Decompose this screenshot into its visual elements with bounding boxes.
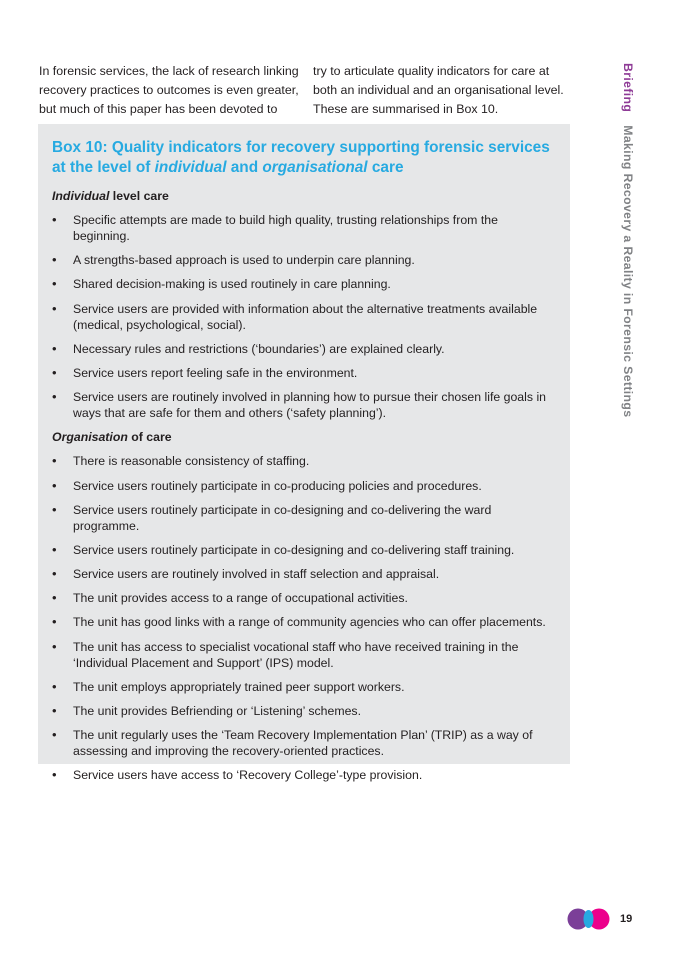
list-item: • Service users routinely participate in co-producing policies and procedures.: [52, 478, 558, 494]
organisation-heading-em: Organisation: [52, 430, 128, 445]
list-item: • The unit regularly uses the ‘Team Recovery Implementation Plan’ (TRIP) as a way of assessing and improving the recovery-oriented practices.: [52, 727, 558, 759]
list-item: • The unit has access to specialist vocational staff who have received training in the ‘Individual Placement and Support’ (IPS) model.: [52, 639, 558, 671]
list-item: • The unit employs appropriately trained peer support workers.: [52, 679, 558, 695]
list-item: • The unit has good links with a range of community agencies who can offer placements.: [52, 614, 558, 630]
list-item: • Service users routinely participate in co-designing and co-delivering staff training.: [52, 542, 558, 558]
organisation-heading: [52, 429, 558, 445]
list-item: • Service users are routinely involved in planning how to pursue their chosen life goals in ways that are safe for them and others (‘safety planning’).: [52, 389, 558, 421]
organisation-list: [52, 453, 558, 783]
individual-heading-rest: level care: [109, 189, 169, 203]
brand-logo-icon: [567, 908, 611, 930]
box-title-care: care: [367, 159, 404, 176]
sidebar-text: [620, 63, 636, 417]
list-item: • Service users have access to ‘Recovery College’-type provision.: [52, 767, 558, 783]
individual-list: [52, 212, 558, 421]
box-10-panel: [38, 124, 570, 783]
list-item: • The unit provides access to a range of occupational activities.: [52, 590, 558, 606]
list-item: • Service users are provided with information about the alternative treatments available (medical, psychological, social).: [52, 301, 558, 333]
list-item: • The unit provides Befriending or ‘Listening’ schemes.: [52, 703, 558, 719]
box-title: [52, 138, 558, 178]
intro-text: [39, 62, 569, 119]
logo-overlap: [584, 910, 594, 928]
list-item: • Service users routinely participate in co-designing and co-delivering the ward programme.: [52, 502, 558, 534]
page-number: 19: [620, 913, 633, 925]
box-title-individual: individual: [154, 159, 227, 176]
sidebar-title: Making Recovery a Reality in Forensic Settings: [621, 125, 635, 418]
individual-heading-em: Individual: [52, 189, 110, 203]
list-item: • Shared decision-making is used routinely in care planning.: [52, 276, 558, 292]
list-item: • A strengths-based approach is used to underpin care planning.: [52, 252, 558, 268]
organisation-heading-rest: of care: [127, 430, 172, 445]
list-item: • Service users report feeling safe in the environment.: [52, 365, 558, 381]
sidebar-running-head: [620, 63, 636, 443]
box-title-text: Box 10: Quality indicators for recovery supporting forensic services at the level of: [52, 139, 550, 176]
intro-column-2: try to articulate quality indicators for care at both an individual and an organisational level. These are summarised in Box 10.: [313, 64, 564, 116]
box-title-and: and: [226, 159, 263, 176]
sidebar-label: Briefing: [621, 63, 635, 113]
list-item: • Service users are routinely involved in staff selection and appraisal.: [52, 566, 558, 582]
box-title-organisational: organisational: [262, 159, 368, 176]
intro-column-1: In forensic services, the lack of research linking recovery practices to outcomes is even greater, but much of this paper has been devoted to: [39, 64, 299, 116]
list-item: • Necessary rules and restrictions (‘boundaries’) are explained clearly.: [52, 341, 558, 357]
list-item: • Specific attempts are made to build high quality, trusting relationships from the beginning.: [52, 212, 558, 244]
list-item: • There is reasonable consistency of staffing.: [52, 453, 558, 469]
individual-heading: [52, 188, 558, 204]
